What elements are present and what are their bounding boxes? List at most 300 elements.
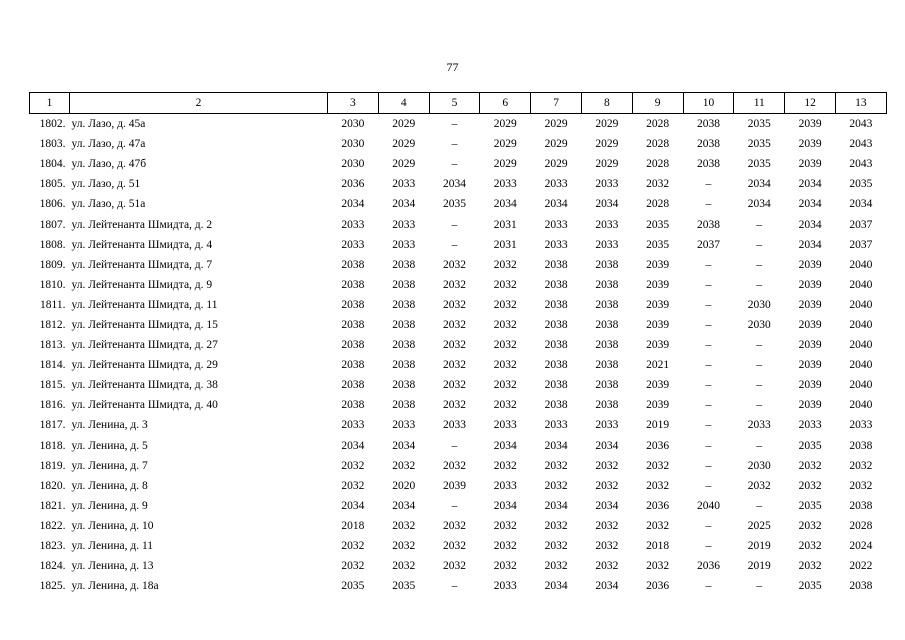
year-cell: 2040 <box>849 339 873 352</box>
row-number: 1818. <box>39 439 66 452</box>
year-cell: 2034 <box>341 499 365 512</box>
year-cell: – <box>705 379 712 392</box>
year-cell: – <box>756 238 763 251</box>
year-cell: 2035 <box>798 499 822 512</box>
year-cell: – <box>756 218 763 231</box>
table-row <box>30 174 887 194</box>
year-cell: 2033 <box>341 238 365 251</box>
year-cell: 2028 <box>646 118 670 131</box>
year-cell: 2040 <box>849 379 873 392</box>
address-cell: ул. Лазо, д. 47б <box>71 158 147 171</box>
year-cell: 2039 <box>798 258 822 271</box>
year-cell: 2032 <box>493 379 517 392</box>
year-cell: 2034 <box>493 499 517 512</box>
year-cell: 2034 <box>392 198 416 211</box>
row-number: 1819. <box>39 459 66 472</box>
year-cell: 2032 <box>493 399 517 412</box>
year-cell: 2032 <box>798 540 822 553</box>
year-cell: – <box>705 580 712 593</box>
year-cell: 2034 <box>595 580 619 593</box>
year-cell: – <box>705 359 712 372</box>
year-cell: 2035 <box>747 158 771 171</box>
year-cell: 2029 <box>595 118 619 131</box>
year-cell: 2032 <box>798 479 822 492</box>
year-cell: 2032 <box>595 459 619 472</box>
year-cell: – <box>756 339 763 352</box>
row-number: 1802. <box>39 118 66 131</box>
row-number: 1820. <box>39 479 66 492</box>
address-cell: ул. Ленина, д. 7 <box>71 459 148 472</box>
year-cell: 2029 <box>544 158 568 171</box>
row-number: 1812. <box>39 318 66 331</box>
table-row <box>30 194 887 214</box>
year-cell: 2043 <box>849 118 873 131</box>
year-cell: 2033 <box>493 580 517 593</box>
year-cell: – <box>705 258 712 271</box>
year-cell: – <box>451 218 458 231</box>
year-cell: 2032 <box>595 519 619 532</box>
table-row <box>30 395 887 415</box>
year-cell: 2040 <box>849 399 873 412</box>
address-cell: ул. Лейтенанта Шмидта, д. 15 <box>71 318 218 331</box>
year-cell: 2032 <box>392 540 416 553</box>
year-cell: 2038 <box>696 138 720 151</box>
address-cell: ул. Ленина, д. 10 <box>71 519 154 532</box>
address-cell: ул. Ленина, д. 9 <box>71 499 148 512</box>
year-cell: – <box>451 158 458 171</box>
row-number: 1804. <box>39 158 66 171</box>
year-cell: 2038 <box>595 339 619 352</box>
year-cell: 2038 <box>392 399 416 412</box>
year-cell: – <box>705 479 712 492</box>
table-row <box>30 576 887 596</box>
header-cell: 11 <box>734 93 785 114</box>
year-cell: – <box>756 278 763 291</box>
year-cell: 2039 <box>646 318 670 331</box>
year-cell: 2032 <box>544 479 568 492</box>
year-cell: – <box>705 419 712 432</box>
address-cell: ул. Ленина, д. 13 <box>71 560 154 573</box>
year-cell: 2039 <box>798 379 822 392</box>
year-cell: 2032 <box>493 359 517 372</box>
year-cell: 2040 <box>849 258 873 271</box>
table-row <box>30 476 887 496</box>
year-cell: 2034 <box>798 198 822 211</box>
table-header <box>30 93 887 114</box>
header-cell: 10 <box>683 93 734 114</box>
year-cell: 2037 <box>849 238 873 251</box>
row-number: 1814. <box>39 359 66 372</box>
row-number: 1808. <box>39 238 66 251</box>
year-cell: 2034 <box>544 499 568 512</box>
year-cell: 2032 <box>849 479 873 492</box>
year-cell: – <box>756 359 763 372</box>
year-cell: 2039 <box>646 278 670 291</box>
year-cell: 2034 <box>798 178 822 191</box>
year-cell: 2039 <box>646 339 670 352</box>
row-number: 1803. <box>39 138 66 151</box>
address-cell: ул. Лейтенанта Шмидта, д. 38 <box>71 379 218 392</box>
header-cell: 6 <box>480 93 531 114</box>
year-cell: 2038 <box>544 258 568 271</box>
year-cell: 2039 <box>798 359 822 372</box>
year-cell: 2038 <box>341 359 365 372</box>
year-cell: – <box>756 499 763 512</box>
table-row <box>30 255 887 275</box>
header-cell: 4 <box>378 93 429 114</box>
table-row <box>30 154 887 174</box>
year-cell: 2022 <box>849 560 873 573</box>
address-cell: ул. Лейтенанта Шмидта, д. 4 <box>71 238 213 251</box>
year-cell: – <box>705 278 712 291</box>
year-cell: 2034 <box>798 238 822 251</box>
year-cell: 2038 <box>849 580 873 593</box>
year-cell: 2033 <box>595 178 619 191</box>
year-cell: 2039 <box>798 278 822 291</box>
address-cell: ул. Ленина, д. 11 <box>71 540 154 553</box>
year-cell: 2038 <box>595 359 619 372</box>
address-cell: ул. Лейтенанта Шмидта, д. 9 <box>71 278 213 291</box>
year-cell: 2039 <box>646 379 670 392</box>
year-cell: 2033 <box>341 419 365 432</box>
year-cell: 2034 <box>341 439 365 452</box>
year-cell: 2028 <box>646 198 670 211</box>
year-cell: 2039 <box>798 158 822 171</box>
year-cell: 2038 <box>544 339 568 352</box>
year-cell: 2029 <box>392 138 416 151</box>
year-cell: 2032 <box>646 519 670 532</box>
year-cell: 2036 <box>696 560 720 573</box>
year-cell: 2039 <box>798 138 822 151</box>
year-cell: 2038 <box>849 439 873 452</box>
year-cell: 2032 <box>493 339 517 352</box>
table-row <box>30 114 887 135</box>
year-cell: 2032 <box>747 479 771 492</box>
year-cell: 2032 <box>798 560 822 573</box>
year-cell: 2032 <box>544 560 568 573</box>
year-cell: 2038 <box>696 158 720 171</box>
year-cell: 2036 <box>646 499 670 512</box>
year-cell: 2032 <box>493 298 517 311</box>
year-cell: 2029 <box>493 158 517 171</box>
year-cell: 2030 <box>747 318 771 331</box>
year-cell: 2032 <box>341 540 365 553</box>
year-cell: 2020 <box>392 479 416 492</box>
year-cell: 2029 <box>392 118 416 131</box>
year-cell: 2043 <box>849 138 873 151</box>
year-cell: 2034 <box>595 198 619 211</box>
year-cell: 2035 <box>747 138 771 151</box>
year-cell: 2032 <box>493 560 517 573</box>
year-cell: 2038 <box>595 278 619 291</box>
year-cell: 2018 <box>341 519 365 532</box>
year-cell: 2038 <box>341 258 365 271</box>
year-cell: 2035 <box>646 238 670 251</box>
year-cell: 2032 <box>798 519 822 532</box>
page-number: 77 <box>446 60 459 74</box>
year-cell: 2031 <box>493 238 517 251</box>
year-cell: 2038 <box>595 379 619 392</box>
table-row <box>30 436 887 456</box>
year-cell: – <box>705 439 712 452</box>
year-cell: 2038 <box>595 258 619 271</box>
year-cell: 2032 <box>493 519 517 532</box>
year-cell: 2039 <box>798 118 822 131</box>
header-cell: 9 <box>632 93 683 114</box>
address-cell: ул. Лазо, д. 45а <box>71 118 146 131</box>
row-number: 1805. <box>39 178 66 191</box>
table-row <box>30 355 887 375</box>
year-cell: 2021 <box>646 359 670 372</box>
year-cell: 2032 <box>493 540 517 553</box>
table-row <box>30 536 887 556</box>
year-cell: – <box>705 339 712 352</box>
year-cell: 2038 <box>341 318 365 331</box>
address-cell: ул. Лейтенанта Шмидта, д. 2 <box>71 218 213 231</box>
year-cell: 2038 <box>595 399 619 412</box>
year-cell: 2033 <box>595 218 619 231</box>
year-cell: 2032 <box>442 560 466 573</box>
year-cell: 2036 <box>646 439 670 452</box>
year-cell: 2032 <box>442 258 466 271</box>
year-cell: 2032 <box>493 459 517 472</box>
year-cell: 2033 <box>544 238 568 251</box>
year-cell: – <box>451 138 458 151</box>
year-cell: 2038 <box>392 298 416 311</box>
year-cell: 2039 <box>646 298 670 311</box>
year-cell: 2032 <box>341 479 365 492</box>
year-cell: 2036 <box>341 178 365 191</box>
year-cell: 2032 <box>442 379 466 392</box>
year-cell: 2032 <box>341 560 365 573</box>
address-cell: ул. Лейтенанта Шмидта, д. 40 <box>71 399 218 412</box>
year-cell: 2032 <box>595 560 619 573</box>
address-cell: ул. Лейтенанта Шмидта, д. 7 <box>71 258 213 271</box>
table-row <box>30 315 887 335</box>
year-cell: 2043 <box>849 158 873 171</box>
row-number: 1824. <box>39 560 66 573</box>
year-cell: 2034 <box>595 439 619 452</box>
table-row <box>30 275 887 295</box>
year-cell: 2032 <box>442 459 466 472</box>
year-cell: 2040 <box>696 499 720 512</box>
year-cell: 2039 <box>798 318 822 331</box>
year-cell: 2032 <box>392 519 416 532</box>
year-cell: – <box>451 580 458 593</box>
year-cell: 2039 <box>442 479 466 492</box>
year-cell: 2034 <box>392 499 416 512</box>
row-number: 1816. <box>39 399 66 412</box>
year-cell: 2031 <box>493 218 517 231</box>
year-cell: 2039 <box>798 399 822 412</box>
year-cell: 2038 <box>595 298 619 311</box>
year-cell: – <box>705 178 712 191</box>
year-cell: 2038 <box>392 359 416 372</box>
year-cell: 2033 <box>341 218 365 231</box>
address-cell: ул. Ленина, д. 8 <box>71 479 148 492</box>
address-cell: ул. Ленина, д. 5 <box>71 439 148 452</box>
year-cell: 2029 <box>544 118 568 131</box>
year-cell: 2039 <box>798 339 822 352</box>
table-row <box>30 335 887 355</box>
year-cell: 2034 <box>493 198 517 211</box>
header-cell: 12 <box>785 93 836 114</box>
year-cell: 2039 <box>646 399 670 412</box>
year-cell: 2032 <box>392 560 416 573</box>
year-cell: 2033 <box>595 419 619 432</box>
year-cell: 2032 <box>442 399 466 412</box>
year-cell: 2035 <box>341 580 365 593</box>
year-cell: 2029 <box>493 138 517 151</box>
year-cell: 2034 <box>798 218 822 231</box>
year-cell: 2038 <box>544 359 568 372</box>
year-cell: 2038 <box>849 499 873 512</box>
year-cell: 2038 <box>696 218 720 231</box>
year-cell: 2039 <box>798 298 822 311</box>
year-cell: – <box>705 459 712 472</box>
address-cell: ул. Лазо, д. 51а <box>71 198 146 211</box>
year-cell: – <box>705 198 712 211</box>
year-cell: – <box>705 318 712 331</box>
year-cell: – <box>451 238 458 251</box>
year-cell: – <box>451 499 458 512</box>
year-cell: 2033 <box>747 419 771 432</box>
header-row <box>30 93 887 114</box>
year-cell: – <box>705 540 712 553</box>
address-cell: ул. Лазо, д. 51 <box>71 178 141 191</box>
year-cell: 2032 <box>442 318 466 331</box>
year-cell: 2030 <box>747 459 771 472</box>
table-body <box>30 114 887 597</box>
year-cell: 2034 <box>747 198 771 211</box>
year-cell: 2030 <box>341 138 365 151</box>
table-row <box>30 516 887 536</box>
row-number: 1813. <box>39 339 66 352</box>
row-number: 1809. <box>39 258 66 271</box>
year-cell: 2038 <box>696 118 720 131</box>
header-cell: 2 <box>70 93 328 114</box>
year-cell: 2035 <box>798 439 822 452</box>
year-cell: 2033 <box>442 419 466 432</box>
year-cell: 2029 <box>595 158 619 171</box>
year-cell: 2030 <box>341 118 365 131</box>
year-cell: 2032 <box>544 519 568 532</box>
year-cell: 2038 <box>392 318 416 331</box>
year-cell: 2025 <box>747 519 771 532</box>
year-cell: 2029 <box>544 138 568 151</box>
year-cell: 2036 <box>646 580 670 593</box>
table-row <box>30 235 887 255</box>
year-cell: 2019 <box>646 419 670 432</box>
year-cell: 2038 <box>392 278 416 291</box>
year-cell: 2032 <box>646 560 670 573</box>
year-cell: 2035 <box>849 178 873 191</box>
year-cell: 2029 <box>493 118 517 131</box>
year-cell: 2032 <box>595 479 619 492</box>
year-cell: 2032 <box>646 178 670 191</box>
year-cell: 2034 <box>849 198 873 211</box>
year-cell: 2033 <box>544 218 568 231</box>
year-cell: 2035 <box>798 580 822 593</box>
address-cell: ул. Ленина, д. 3 <box>71 419 148 432</box>
year-cell: 2032 <box>646 479 670 492</box>
year-cell: 2032 <box>849 459 873 472</box>
year-cell: 2040 <box>849 359 873 372</box>
year-cell: 2033 <box>392 218 416 231</box>
data-table <box>29 92 887 596</box>
year-cell: 2028 <box>849 519 873 532</box>
year-cell: 2033 <box>493 419 517 432</box>
table-row <box>30 415 887 435</box>
year-cell: 2040 <box>849 318 873 331</box>
table-row <box>30 556 887 576</box>
row-number: 1817. <box>39 419 66 432</box>
row-number: 1806. <box>39 198 66 211</box>
table-row <box>30 456 887 476</box>
year-cell: 2032 <box>493 278 517 291</box>
year-cell: 2032 <box>544 459 568 472</box>
year-cell: 2038 <box>392 339 416 352</box>
year-cell: 2034 <box>442 178 466 191</box>
year-cell: 2032 <box>595 540 619 553</box>
year-cell: 2034 <box>544 198 568 211</box>
year-cell: – <box>705 519 712 532</box>
year-cell: 2038 <box>341 379 365 392</box>
year-cell: 2035 <box>646 218 670 231</box>
year-cell: 2038 <box>544 399 568 412</box>
year-cell: – <box>451 118 458 131</box>
year-cell: 2038 <box>544 298 568 311</box>
row-number: 1822. <box>39 519 66 532</box>
year-cell: 2040 <box>849 298 873 311</box>
row-number: 1811. <box>40 298 66 311</box>
year-cell: 2034 <box>341 198 365 211</box>
year-cell: 2038 <box>392 258 416 271</box>
row-number: 1823. <box>39 540 66 553</box>
row-number: 1807. <box>39 218 66 231</box>
year-cell: 2034 <box>493 439 517 452</box>
year-cell: 2040 <box>849 278 873 291</box>
year-cell: 2038 <box>392 379 416 392</box>
year-cell: 2028 <box>646 158 670 171</box>
year-cell: 2032 <box>493 318 517 331</box>
year-cell: 2037 <box>696 238 720 251</box>
address-cell: ул. Ленина, д. 18а <box>71 580 159 593</box>
year-cell: 2032 <box>493 258 517 271</box>
year-cell: 2034 <box>747 178 771 191</box>
header-cell: 5 <box>429 93 480 114</box>
year-cell: 2029 <box>595 138 619 151</box>
year-cell: 2038 <box>544 379 568 392</box>
address-cell: ул. Лейтенанта Шмидта, д. 27 <box>71 339 218 352</box>
year-cell: 2028 <box>646 138 670 151</box>
row-number: 1815. <box>39 379 66 392</box>
year-cell: 2033 <box>493 479 517 492</box>
year-cell: 2032 <box>442 359 466 372</box>
header-cell: 13 <box>835 93 886 114</box>
year-cell: 2019 <box>747 540 771 553</box>
year-cell: 2024 <box>849 540 873 553</box>
year-cell: 2032 <box>798 459 822 472</box>
year-cell: 2019 <box>747 560 771 573</box>
year-cell: 2032 <box>544 540 568 553</box>
year-cell: 2033 <box>849 419 873 432</box>
address-cell: ул. Лейтенанта Шмидта, д. 11 <box>71 298 218 311</box>
year-cell: 2033 <box>595 238 619 251</box>
year-cell: 2032 <box>442 519 466 532</box>
year-cell: 2033 <box>544 178 568 191</box>
year-cell: 2030 <box>341 158 365 171</box>
